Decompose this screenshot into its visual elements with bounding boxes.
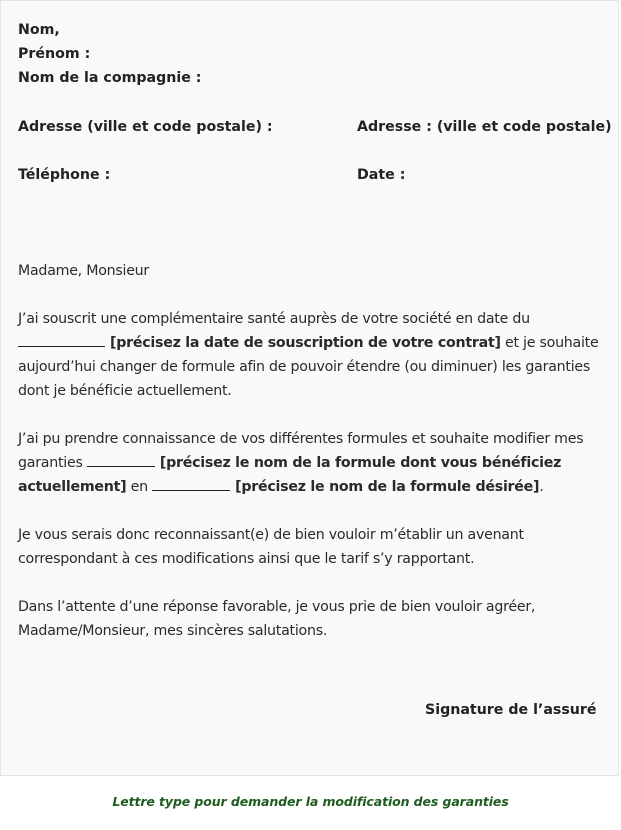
paragraph1-line3: aujourd’hui changer de formule afin de pouvoir étendre (ou diminuer) les garanties	[18, 359, 591, 375]
paragraph2-line1: J’ai pu prendre connaissance de vos différentes formules et souhaite modifier mes	[18, 431, 584, 447]
placeholder-current-formula: [précisez le nom de la formule dont vous bénéficiez	[159, 455, 562, 471]
figure-caption: Lettre type pour demander la modification des garanties	[112, 794, 509, 809]
blank-current-formula-field	[87, 452, 155, 467]
placeholder-current-formula-cont: actuellement]	[18, 479, 127, 495]
paragraph2-line2	[18, 451, 561, 475]
header-adresse-recipient: Adresse : (ville et code postale)	[357, 119, 612, 135]
header-adresse-sender: Adresse (ville et code postale) :	[18, 119, 273, 135]
paragraph4-line2: Madame/Monsieur, mes sincères salutations.	[18, 623, 328, 639]
paragraph3-line1: Je vous serais donc reconnaissant(e) de bien vouloir m’établir un avenant	[18, 527, 524, 543]
paragraph1-line4: dont je bénéficie actuellement.	[18, 383, 232, 399]
header-nom: Nom,	[18, 22, 60, 38]
blank-desired-formula-field	[152, 476, 230, 491]
header-compagnie: Nom de la compagnie :	[18, 70, 202, 86]
paragraph2-line3	[18, 475, 544, 499]
salutation: Madame, Monsieur	[18, 263, 150, 279]
paragraph2-line2-head: garanties	[18, 455, 87, 471]
header-telephone: Téléphone :	[18, 167, 111, 183]
paragraph2-period: .	[539, 479, 544, 495]
paragraph1-line1: J’ai souscrit une complémentaire santé auprès de votre société en date du	[18, 311, 530, 327]
header-prenom: Prénom :	[18, 46, 91, 62]
paragraph3-line2: correspondant à ces modifications ainsi que le tarif s’y rapportant.	[18, 551, 475, 567]
signature-label: Signature de l’assuré	[425, 702, 597, 718]
blank-date-field	[18, 332, 105, 347]
paragraph4-line1: Dans l’attente d’une réponse favorable, je vous prie de bien vouloir agréer,	[18, 599, 536, 615]
placeholder-subscription-date: [précisez la date de souscription de votre contrat]	[110, 335, 501, 351]
header-date: Date :	[357, 167, 406, 183]
paragraph1-line2-tail: et je souhaite	[500, 335, 599, 351]
paragraph1-line2	[18, 331, 598, 355]
paragraph2-connector: en	[126, 479, 153, 495]
placeholder-desired-formula: [précisez le nom de la formule désirée]	[235, 479, 540, 495]
